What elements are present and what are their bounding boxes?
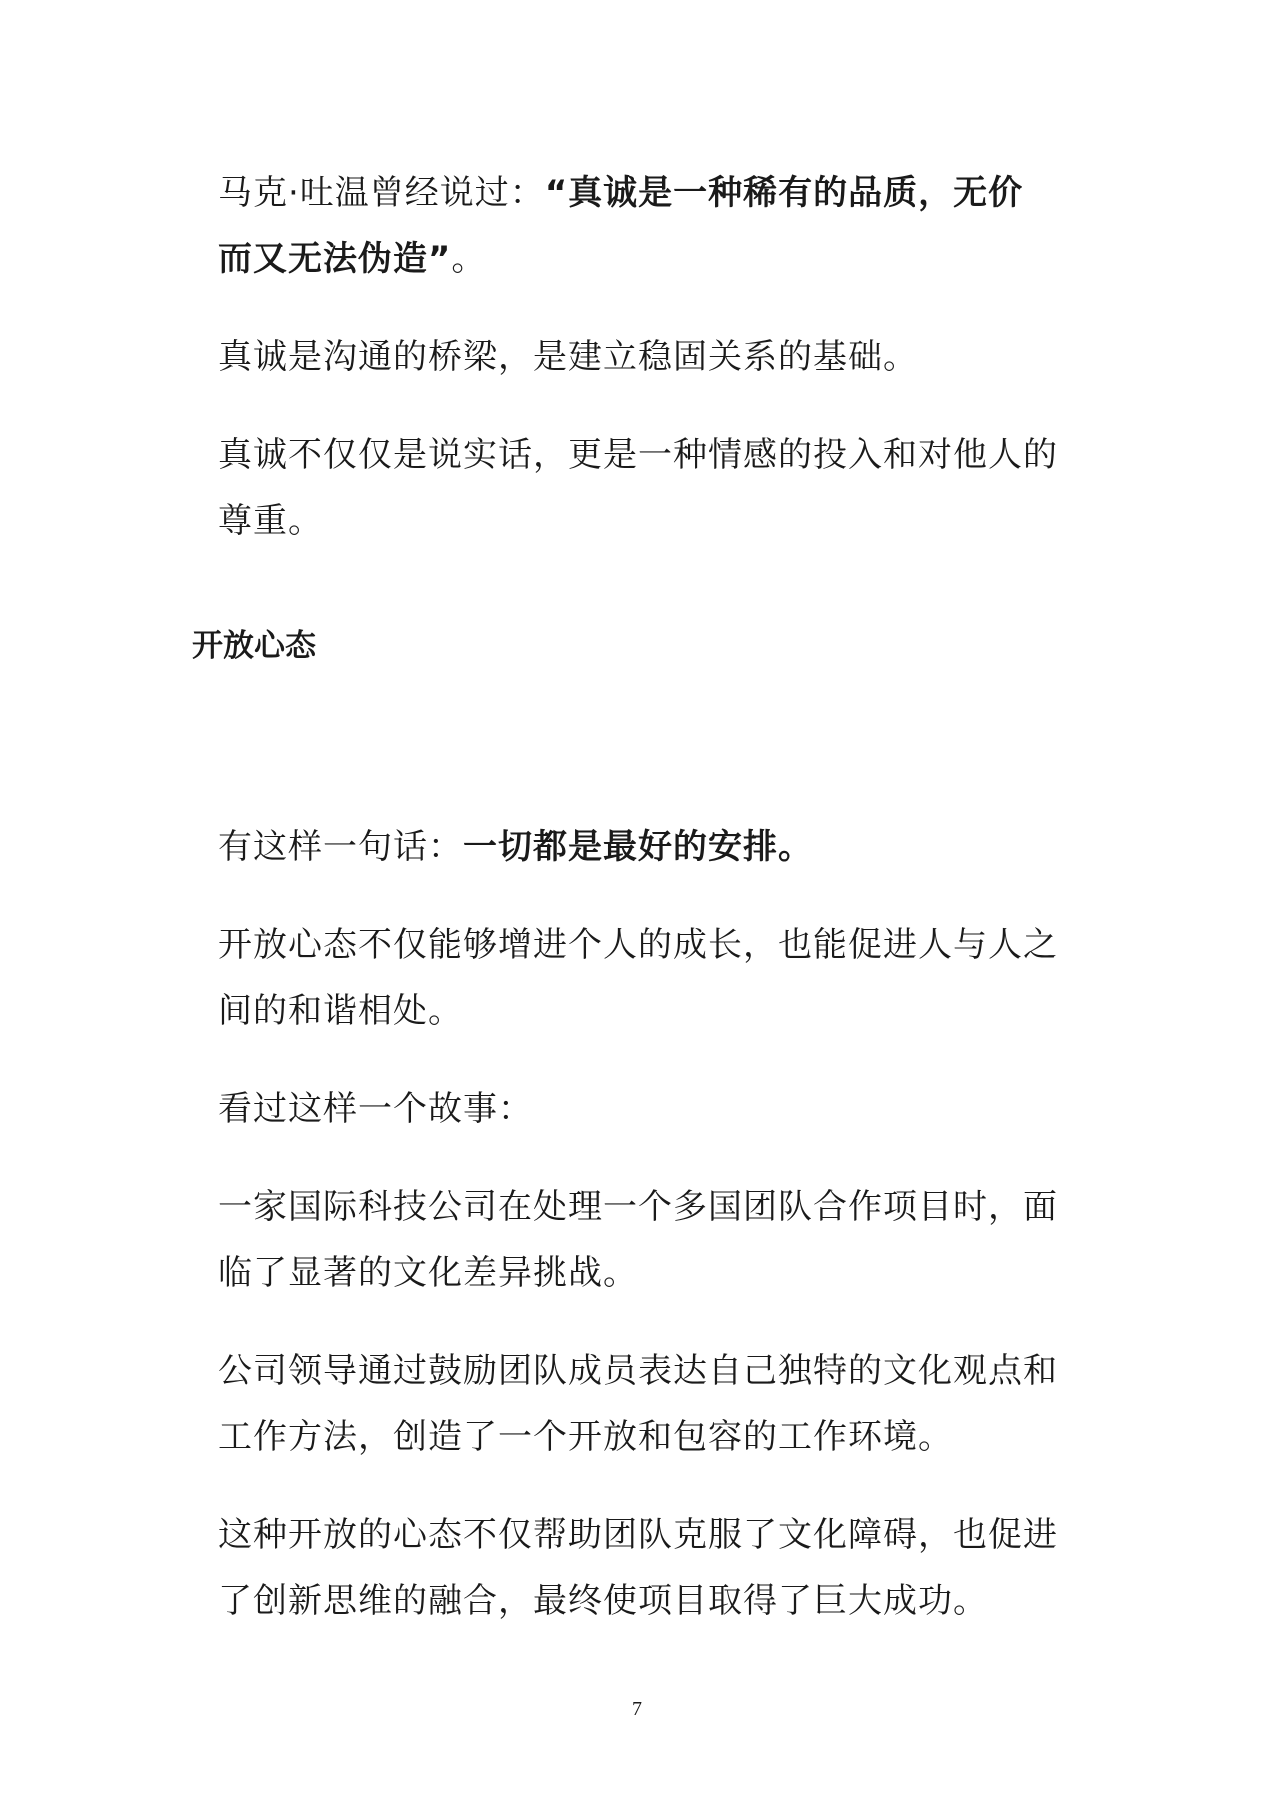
saying-text: 一切都是最好的安排。 bbox=[463, 827, 813, 867]
section-heading: 开放心态 bbox=[192, 628, 316, 664]
body-paragraph: 开放心态不仅能够增进个人的成长，也能促进人与人之间的和谐相处。 bbox=[218, 925, 1058, 1031]
quote-intro: 马克·吐温曾经说过： bbox=[218, 173, 545, 213]
body-paragraph: 一家国际科技公司在处理一个多国团队合作项目时，面临了显著的文化差异挑战。 bbox=[218, 1187, 1058, 1293]
body-paragraph: 看过这样一个故事： bbox=[218, 1089, 533, 1129]
saying-intro: 有这样一句话： bbox=[218, 827, 463, 867]
page-number: 7 bbox=[632, 1698, 642, 1720]
body-paragraph: 真诚不仅仅是说实话，更是一种情感的投入和对他人的尊重。 bbox=[218, 435, 1058, 541]
quote-end: 。 bbox=[451, 239, 487, 279]
body-paragraph: 这种开放的心态不仅帮助团队克服了文化障碍，也促进了创新思维的融合，最终使项目取得了巨大成功。 bbox=[218, 1515, 1058, 1621]
saying-paragraph bbox=[218, 814, 1058, 880]
quote-text: “真诚是一种稀有的品质，无价而又无法伪造” bbox=[218, 173, 1024, 279]
body-paragraph: 真诚是沟通的桥梁，是建立稳固关系的基础。 bbox=[218, 337, 918, 377]
body-paragraph: 公司领导通过鼓励团队成员表达自己独特的文化观点和工作方法，创造了一个开放和包容的工作环境。 bbox=[218, 1351, 1058, 1457]
quote-paragraph bbox=[218, 160, 1058, 292]
